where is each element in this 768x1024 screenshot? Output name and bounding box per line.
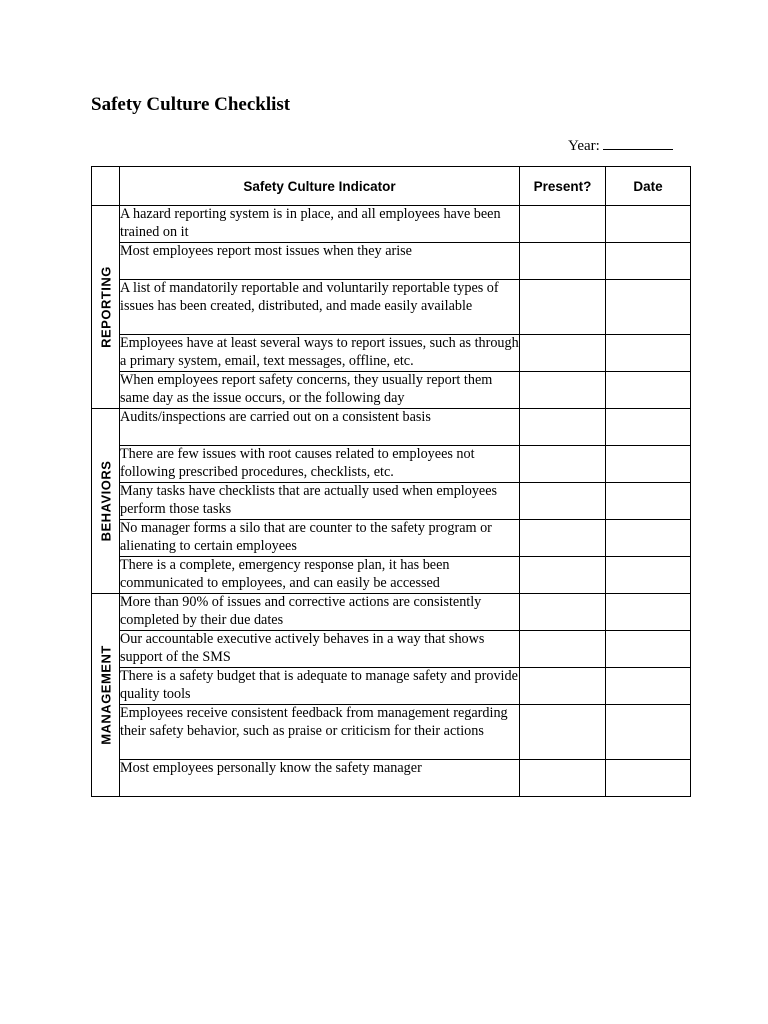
table-row	[92, 705, 691, 760]
table-row	[92, 409, 691, 446]
present-cell[interactable]	[520, 280, 606, 335]
table-header-row	[92, 167, 691, 206]
header-present: Present?	[520, 167, 606, 206]
present-cell[interactable]	[520, 594, 606, 631]
indicator-cell: No manager forms a silo that are counter to the safety program or alienating to certain employees	[120, 520, 520, 557]
date-cell[interactable]	[606, 631, 691, 668]
indicator-cell: Employees receive consistent feedback from management regarding their safety behavior, such as praise or criticism for their actions	[120, 705, 520, 760]
indicator-cell: Our accountable executive actively behaves in a way that shows support of the SMS	[120, 631, 520, 668]
date-cell[interactable]	[606, 760, 691, 797]
category-label-behaviors: BEHAVIORS	[98, 460, 113, 542]
table-row	[92, 557, 691, 594]
table-row	[92, 446, 691, 483]
category-label-reporting: REPORTING	[98, 266, 113, 348]
indicator-cell: Many tasks have checklists that are actually used when employees perform those tasks	[120, 483, 520, 520]
header-category	[92, 167, 120, 206]
date-cell[interactable]	[606, 668, 691, 705]
indicator-cell: There is a safety budget that is adequate to manage safety and provide quality tools	[120, 668, 520, 705]
present-cell[interactable]	[520, 206, 606, 243]
table-row	[92, 594, 691, 631]
date-cell[interactable]	[606, 280, 691, 335]
table-row	[92, 483, 691, 520]
page-title: Safety Culture Checklist	[91, 94, 291, 115]
indicator-cell: A list of mandatorily reportable and voluntarily reportable types of issues has been created, distributed, and made easily available	[120, 280, 520, 335]
table-row	[92, 631, 691, 668]
date-cell[interactable]	[606, 594, 691, 631]
present-cell[interactable]	[520, 335, 606, 372]
year-blank-line[interactable]	[603, 134, 673, 150]
present-cell[interactable]	[520, 243, 606, 280]
header-indicator: Safety Culture Indicator	[120, 167, 520, 206]
date-cell[interactable]	[606, 243, 691, 280]
indicator-cell: Most employees report most issues when they arise	[120, 243, 520, 280]
table-row	[92, 335, 691, 372]
table-row	[92, 280, 691, 335]
date-cell[interactable]	[606, 557, 691, 594]
date-cell[interactable]	[606, 372, 691, 409]
present-cell[interactable]	[520, 446, 606, 483]
indicator-cell: There are few issues with root causes related to employees not following prescribed procedures, checklists, etc.	[120, 446, 520, 483]
year-field	[568, 134, 673, 155]
header-date: Date	[606, 167, 691, 206]
indicator-cell: When employees report safety concerns, they usually report them same day as the issue occurs, or the following day	[120, 372, 520, 409]
category-label-management: MANAGEMENT	[98, 645, 113, 745]
year-label: Year:	[568, 138, 600, 154]
present-cell[interactable]	[520, 760, 606, 797]
category-cell-management	[92, 594, 120, 797]
category-cell-behaviors	[92, 409, 120, 594]
indicator-cell: Audits/inspections are carried out on a consistent basis	[120, 409, 520, 446]
present-cell[interactable]	[520, 631, 606, 668]
indicator-cell: More than 90% of issues and corrective actions are consistently completed by their due dates	[120, 594, 520, 631]
date-cell[interactable]	[606, 520, 691, 557]
date-cell[interactable]	[606, 335, 691, 372]
date-cell[interactable]	[606, 705, 691, 760]
date-cell[interactable]	[606, 483, 691, 520]
date-cell[interactable]	[606, 206, 691, 243]
table-row	[92, 243, 691, 280]
indicator-cell: Most employees personally know the safety manager	[120, 760, 520, 797]
present-cell[interactable]	[520, 668, 606, 705]
table-row	[92, 760, 691, 797]
present-cell[interactable]	[520, 557, 606, 594]
present-cell[interactable]	[520, 409, 606, 446]
date-cell[interactable]	[606, 446, 691, 483]
table-row	[92, 668, 691, 705]
indicator-cell: Employees have at least several ways to report issues, such as through a primary system, email, text messages, offline, etc.	[120, 335, 520, 372]
present-cell[interactable]	[520, 520, 606, 557]
table-row	[92, 206, 691, 243]
category-cell-reporting	[92, 206, 120, 409]
present-cell[interactable]	[520, 705, 606, 760]
table-row	[92, 520, 691, 557]
indicator-cell: A hazard reporting system is in place, and all employees have been trained on it	[120, 206, 520, 243]
present-cell[interactable]	[520, 483, 606, 520]
present-cell[interactable]	[520, 372, 606, 409]
checklist-table	[91, 166, 691, 797]
indicator-cell: There is a complete, emergency response plan, it has been communicated to employees, and can easily be accessed	[120, 557, 520, 594]
table-row	[92, 372, 691, 409]
date-cell[interactable]	[606, 409, 691, 446]
